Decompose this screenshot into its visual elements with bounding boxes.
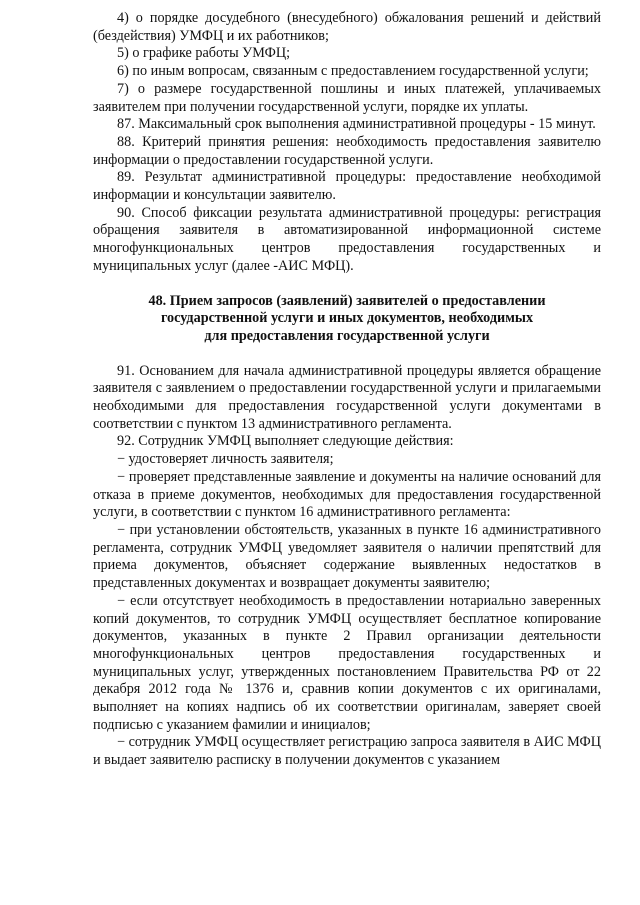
list-item-registration: − сотрудник УМФЦ осуществляет регистрацию запроса заявителя в АИС МФЦ и выдает заявителю расписку в получении документов с указанием — [93, 734, 601, 769]
paragraph-item-5: 5) о графике работы УМФЦ; — [117, 45, 291, 62]
paragraph-88: 88. Критерий принятия решения: необходимость предоставления заявителю информации о предоставлении государственной услуги. — [93, 133, 601, 168]
list-item-obstacles: − при установлении обстоятельств, указанных в пункте 16 административного регламента, сотрудник УМФЦ уведомляет заявителя о наличии препятствий для приема документов, объясняет содержание выявленных недостатков в представленных документах и возвращает документы заявителю; — [93, 521, 601, 592]
list-item-copying: − если отсутствует необходимость в предоставлении нотариально заверенных копий документов, то сотрудник УМФЦ осуществляет бесплатное копирование документов, указанных в пункте 2 Правил организации деятельности многофункциональных центров предоставления государственных и муниципальных услуг, утвержденных постановлением Правительства РФ от 22 декабря 2012 года № 1376 и, сравнив копии документов с их оригиналами, выполняет на копиях надпись об их соответствии оригиналам, заверяет своей подписью с указанием фамилии и инициалов; — [93, 592, 601, 733]
paragraph-92: 92. Сотрудник УМФЦ выполняет следующие действия: — [117, 433, 454, 450]
document-body — [93, 10, 601, 770]
spacer — [93, 276, 601, 293]
paragraph-91: 91. Основанием для начала административной процедуры является обращение заявителя с заявлением о предоставлении государственной услуги и прилагаемыми необходимыми для предоставления государственной услуги документами в соответствии с пунктом 13 административного регламента. — [93, 362, 601, 432]
list-item-check-documents: − проверяет представленные заявление и документы на наличие оснований для отказа в приеме документов, необходимых для предоставления государственной услуги, в соответствии с пунктом 16 административного регламента: — [93, 468, 601, 521]
section-title-line: для предоставления государственной услуги — [204, 327, 490, 344]
spacer — [93, 346, 601, 363]
section-title-line: 48. Прием запросов (заявлений) заявителей о предоставлении — [148, 292, 546, 309]
paragraph-item-6: 6) по иным вопросам, связанным с предоставлением государственной услуги; — [117, 63, 589, 80]
paragraph-87: 87. Максимальный срок выполнения административной процедуры - 15 минут. — [117, 116, 596, 133]
section-title — [93, 293, 601, 346]
paragraph-item-7: 7) о размере государственной пошлины и иных платежей, уплачиваемых заявителем при получении государственной услуги, порядке их уплаты. — [93, 80, 601, 115]
paragraph-89: 89. Результат административной процедуры: предоставление необходимой информации и консультации заявителю. — [93, 169, 601, 204]
paragraph-90: 90. Способ фиксации результата административной процедуры: регистрация обращения заявителя в автоматизированной информационной системе многофункциональных центров предоставления государственных и муниципальных услуг (далее -АИС МФЦ). — [93, 204, 601, 274]
list-item-identity: − удостоверяет личность заявителя; — [117, 451, 334, 468]
paragraph-item-4: 4) о порядке досудебного (внесудебного) обжалования решений и действий (бездействия) УМФЦ и их работников; — [93, 10, 601, 44]
section-title-line: государственной услуги и иных документов, необходимых — [160, 310, 534, 327]
